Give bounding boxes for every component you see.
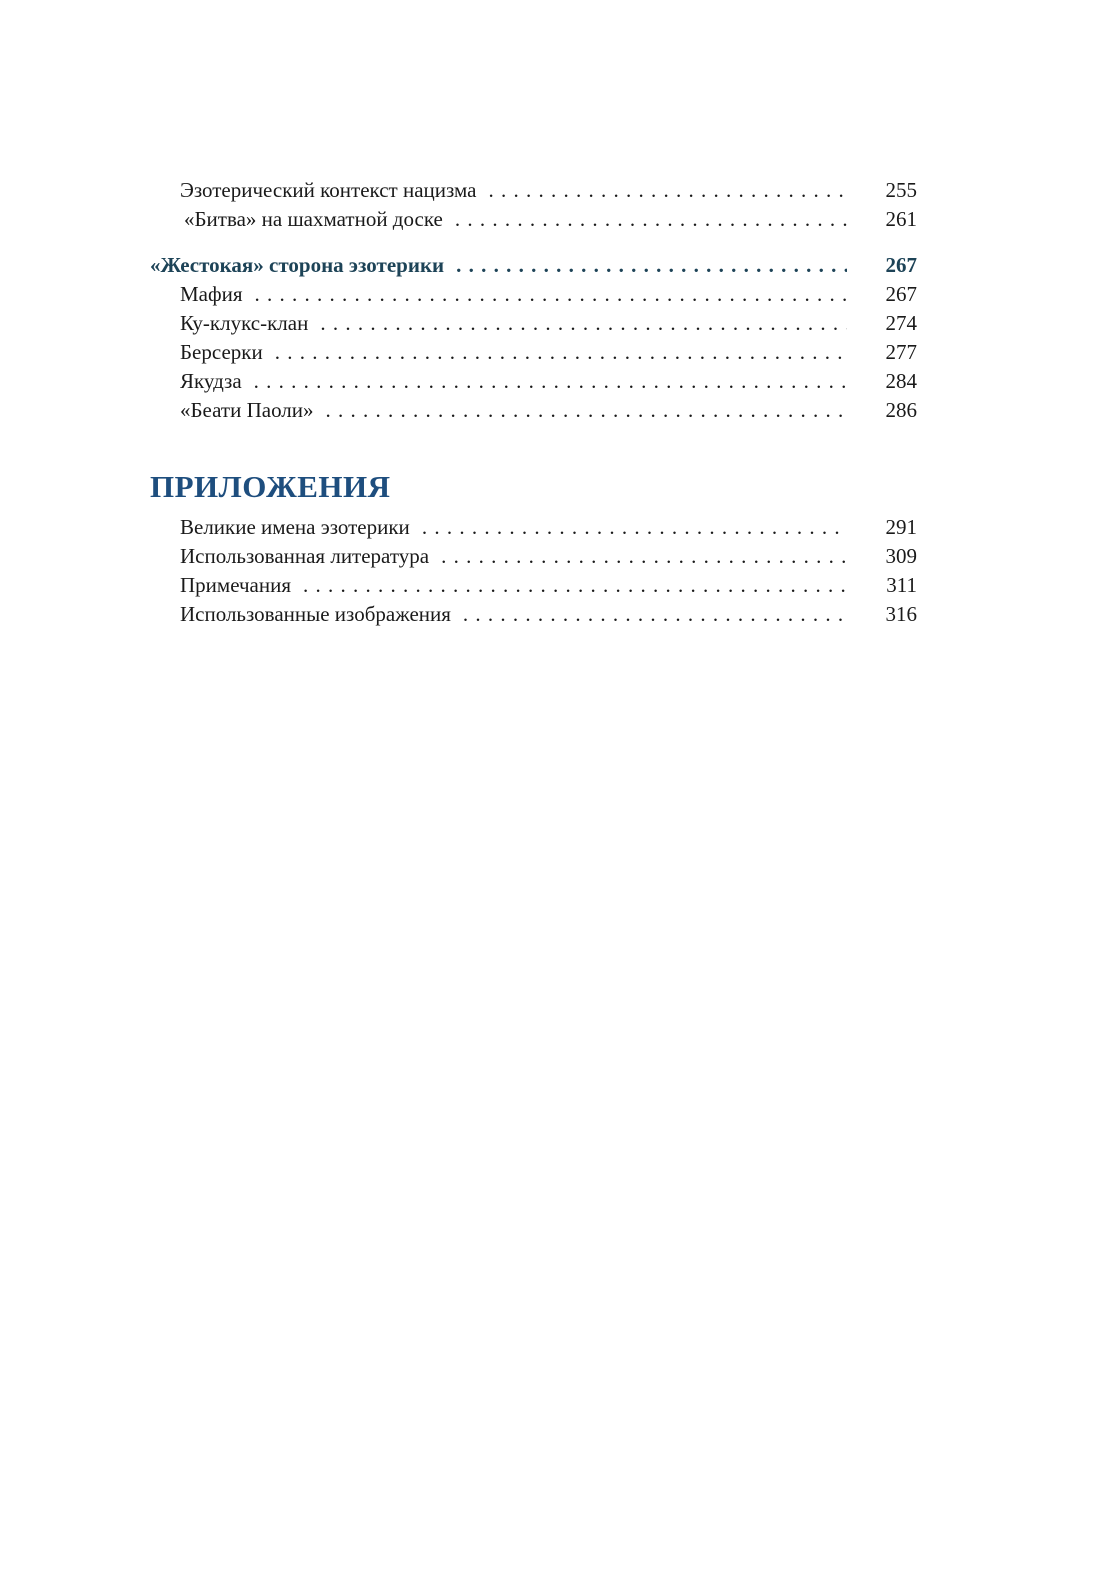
dot-leader (320, 309, 847, 338)
page-number: 311 (886, 573, 917, 597)
toc-entry-label: Мафия (180, 282, 243, 306)
toc-entry (150, 396, 917, 425)
toc-entry (150, 309, 917, 338)
dot-leader (456, 251, 847, 280)
toc-entry-label: Ку-клукс-клан (180, 311, 309, 335)
dot-leader (488, 176, 847, 205)
toc-entry (150, 600, 917, 629)
toc-entry (150, 513, 917, 542)
toc-section-heading-row (150, 251, 917, 280)
toc-entry (150, 367, 917, 396)
page-number: 277 (885, 340, 917, 364)
toc-entry (150, 338, 917, 367)
dot-leader (455, 205, 847, 234)
toc-entry (150, 176, 917, 205)
page-number: 284 (885, 369, 917, 393)
dot-leader (422, 513, 847, 542)
toc-entry (150, 542, 917, 571)
page-number: 261 (885, 207, 917, 231)
toc-entry (150, 280, 917, 309)
toc-entry-label: Берсерки (180, 340, 263, 364)
dot-leader (441, 542, 847, 571)
toc-entry-label: Эзотерический контекст нацизма (180, 178, 477, 202)
dot-leader (326, 396, 847, 425)
toc-entry-label: Использованные изображения (180, 602, 451, 626)
toc-entry (150, 571, 917, 600)
page-number: 309 (885, 544, 917, 568)
toc-entry-label: Использованная литература (180, 544, 430, 568)
page-number: 267 (885, 282, 917, 306)
dot-leader (463, 600, 847, 629)
page-number: 267 (885, 253, 917, 277)
dot-leader (303, 571, 847, 600)
page-number: 255 (885, 178, 917, 202)
dot-leader (255, 280, 848, 309)
toc-entry-label: «Битва» на шахматной доске (184, 207, 443, 231)
toc-entry-label: Великие имена эзотерики (180, 515, 410, 539)
page-number: 274 (885, 311, 917, 335)
toc-entry-label: Примечания (180, 573, 292, 597)
page-number: 291 (885, 515, 917, 539)
table-of-contents (150, 176, 917, 629)
toc-entry-label: Якудза (180, 369, 242, 393)
toc-entry (150, 205, 917, 234)
appendix-heading: ПРИЛОЖЕНИЯ (150, 469, 391, 504)
toc-entry-label: «Беати Паоли» (180, 398, 314, 422)
page-number: 286 (885, 398, 917, 422)
dot-leader (254, 367, 847, 396)
page-number: 316 (885, 602, 917, 626)
dot-leader (275, 338, 847, 367)
toc-section-heading-label: «Жестокая» сторона эзотерики (150, 253, 445, 277)
